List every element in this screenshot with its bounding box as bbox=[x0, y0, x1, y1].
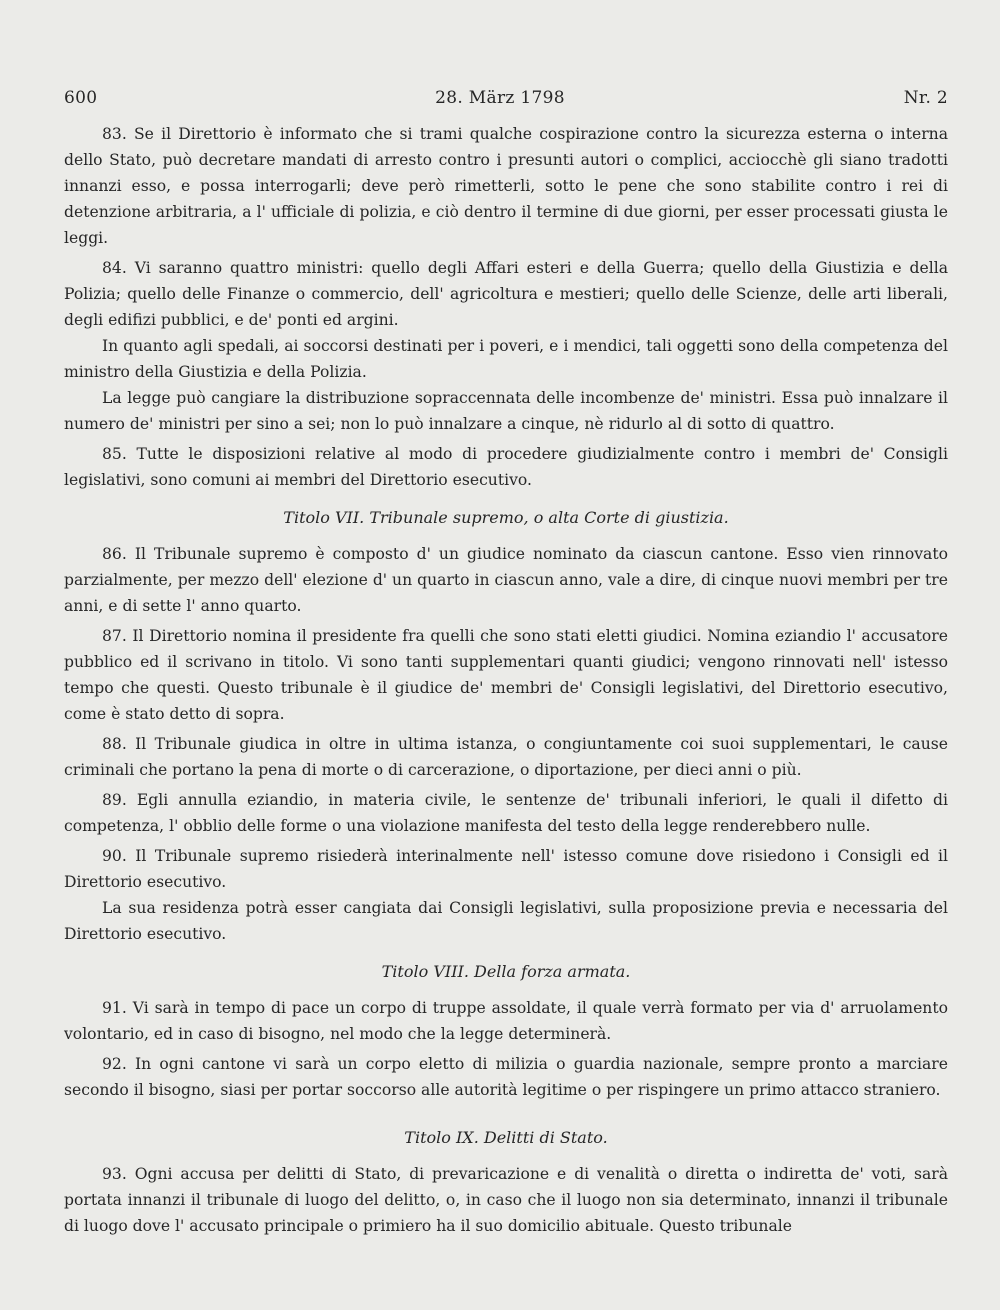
page-ref-number: Nr. 2 bbox=[903, 88, 948, 108]
section-heading-titolo-7: Titolo VII. Tribunale supremo, o alta Corte di giustizia. bbox=[283, 508, 729, 527]
article-90-paragraph-2: La sua residenza potrà esser cangiata dai Consigli legislativi, sulla proposizione previa e necessaria del Direttorio esecutivo. bbox=[64, 899, 948, 943]
article-83: 83. Se il Direttorio è informato che si trami qualche cospirazione contro la sicurezza esterna o interna dello Stato, può decretare mandati di arresto contro i presunti autori o complici, acciocchè gli siano tradotti innanzi esso, e possa interrogarli; deve però rimetterli, sotto le pene che sono stabilite contro i rei di detenzione arbitraria, a l' ufficiale di polizia, e ciò dentro il termine di due giorni, per esser processati giusta le leggi. bbox=[64, 125, 948, 247]
article-84-paragraph-2: In quanto agli spedali, ai soccorsi destinati per i poveri, e i mendici, tali oggetti sono della competenza del ministro della Giustizia e della Polizia. bbox=[64, 337, 948, 381]
page-header bbox=[64, 88, 948, 108]
article-92: 92. In ogni cantone vi sarà un corpo eletto di milizia o guardia nazionale, sempre pronto a marciare secondo il bisogno, siasi per portar soccorso alle autorità legitime o per rispingere un primo attacco straniero. bbox=[64, 1055, 948, 1099]
article-93: 93. Ogni accusa per delitti di Stato, di prevaricazione e di venalità o diretta o indiretta de' voti, sarà portata innanzi il tribunale di luogo del delitto, o, in caso che il luogo non sia determinato, innanzi il tribunale di luogo dove l' accusato principale o primiero ha il suo domicilio abituale. Questo tribunale bbox=[64, 1165, 948, 1235]
section-heading-titolo-9: Titolo IX. Delitti di Stato. bbox=[404, 1128, 608, 1147]
article-86: 86. Il Tribunale supremo è composto d' un giudice nominato da ciascun cantone. Esso vien rinnovato parzialmente, per mezzo dell' elezione d' un quarto in ciascun anno, vale a dire, di cinque nuovi membri per tre anni, e di sette l' anno quarto. bbox=[64, 545, 948, 615]
article-90: 90. Il Tribunale supremo risiederà interinalmente nell' istesso comune dove risiedono i Consigli ed il Direttorio esecutivo. bbox=[64, 847, 948, 891]
article-84-paragraph-3: La legge può cangiare la distribuzione sopraccennata delle incombenze de' ministri. Essa può innalzare il numero de' ministri per sino a sei; non lo può innalzare a cinque, nè ridurlo al di sotto di quattro. bbox=[64, 389, 948, 433]
article-88: 88. Il Tribunale giudica in oltre in ultima istanza, o congiuntamente coi suoi supplementari, le cause criminali che portano la pena di morte o di carcerazione, o diportazione, per dieci anni o più. bbox=[64, 735, 948, 779]
page-date: 28. März 1798 bbox=[435, 88, 565, 108]
article-89: 89. Egli annulla eziandio, in materia civile, le sentenze de' tribunali inferiori, le quali il difetto di competenza, l' obblio delle forme o una violazione manifesta del testo della legge renderebbero nulle. bbox=[64, 791, 948, 835]
article-84: 84. Vi saranno quattro ministri: quello degli Affari esteri e della Guerra; quello della Giustizia e della Polizia; quello delle Finanze o commercio, dell' agricoltura e mestieri; quello delle Scienze, delle arti liberali, degli edifizi pubblici, e de' ponti ed argini. bbox=[64, 259, 948, 329]
article-85: 85. Tutte le disposizioni relative al modo di procedere giudizialmente contro i membri de' Consigli legislativi, sono comuni ai membri del Direttorio esecutivo. bbox=[64, 445, 948, 489]
section-heading-titolo-8: Titolo VIII. Della forza armata. bbox=[381, 962, 631, 981]
page-number: 600 bbox=[64, 88, 98, 108]
article-87: 87. Il Direttorio nomina il presidente fra quelli che sono stati eletti giudici. Nomina eziandio l' accusatore pubblico ed il scrivano in titolo. Vi sono tanti supplementari quanti giudici; vengono rinnovati nell' istesso tempo che questi. Questo tribunale è il giudice de' membri de' Consigli legislativi, del Direttorio esecutivo, come è stato detto di sopra. bbox=[64, 627, 948, 723]
article-91: 91. Vi sarà in tempo di pace un corpo di truppe assoldate, il quale verrà formato per via d' arruolamento volontario, ed in caso di bisogno, nel modo che la legge determinerà. bbox=[64, 999, 948, 1043]
